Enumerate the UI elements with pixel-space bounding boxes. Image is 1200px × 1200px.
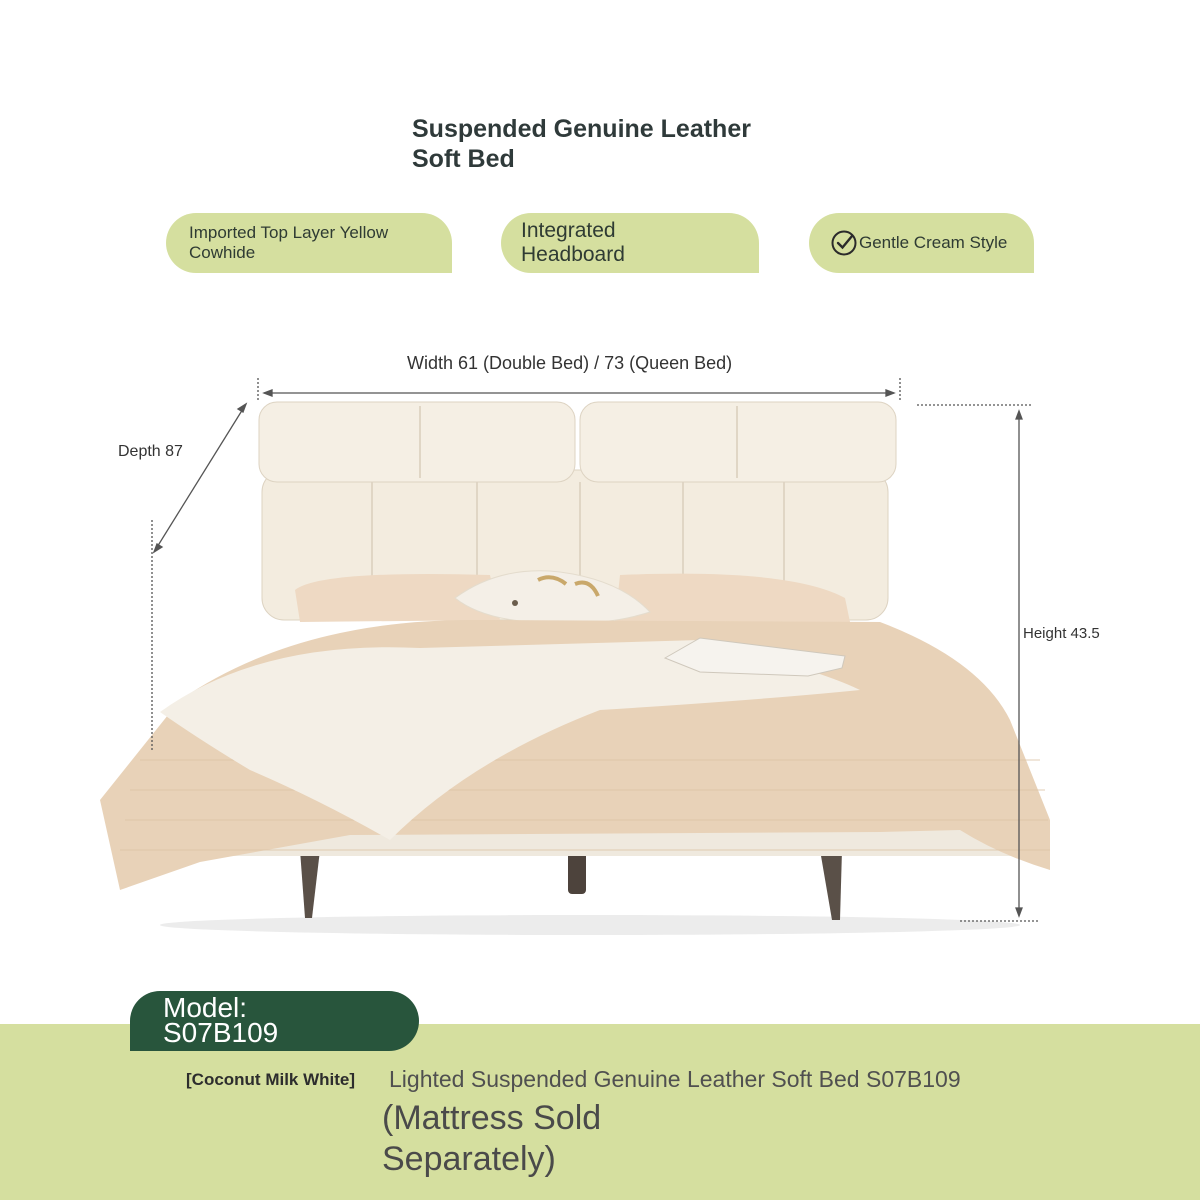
feature-headboard-line-1: Integrated [521,219,616,242]
mattress-note [382,1098,682,1180]
feature-headboard-line-2: Headboard [521,243,625,266]
bed-leg-front-right [820,850,842,920]
model-label: Model: [163,992,248,1023]
title-line-2: Soft Bed [412,145,515,173]
width-dimension-line [258,378,900,402]
feature-style-label: Gentle Cream Style [859,233,1008,252]
height-label: Height 43.5 [1023,625,1100,642]
model-badge [130,991,419,1051]
mattress-note-line-1: (Mattress Sold [382,1099,602,1137]
depth-label: Depth 87 [118,443,183,460]
color-tag: [Coconut Milk White] [186,1070,356,1089]
product-name: Lighted Suspended Genuine Leather Soft Bed S07B109 [389,1066,961,1092]
feature-leather-line-1: Imported Top Layer Yellow [189,223,389,242]
width-label: Width 61 (Double Bed) / 73 (Queen Bed) [407,353,733,373]
mattress-note-line-2: Separately) [382,1140,556,1178]
model-code: S07B109 [163,1017,279,1048]
title-line-1: Suspended Genuine Leather [412,115,751,143]
feature-leather-line-2: Cowhide [189,243,256,262]
bed-leg-center [568,850,586,894]
headrest-cushion-left [259,402,575,482]
bed-leg-front-left [300,850,320,918]
floor-shadow [160,915,1020,935]
